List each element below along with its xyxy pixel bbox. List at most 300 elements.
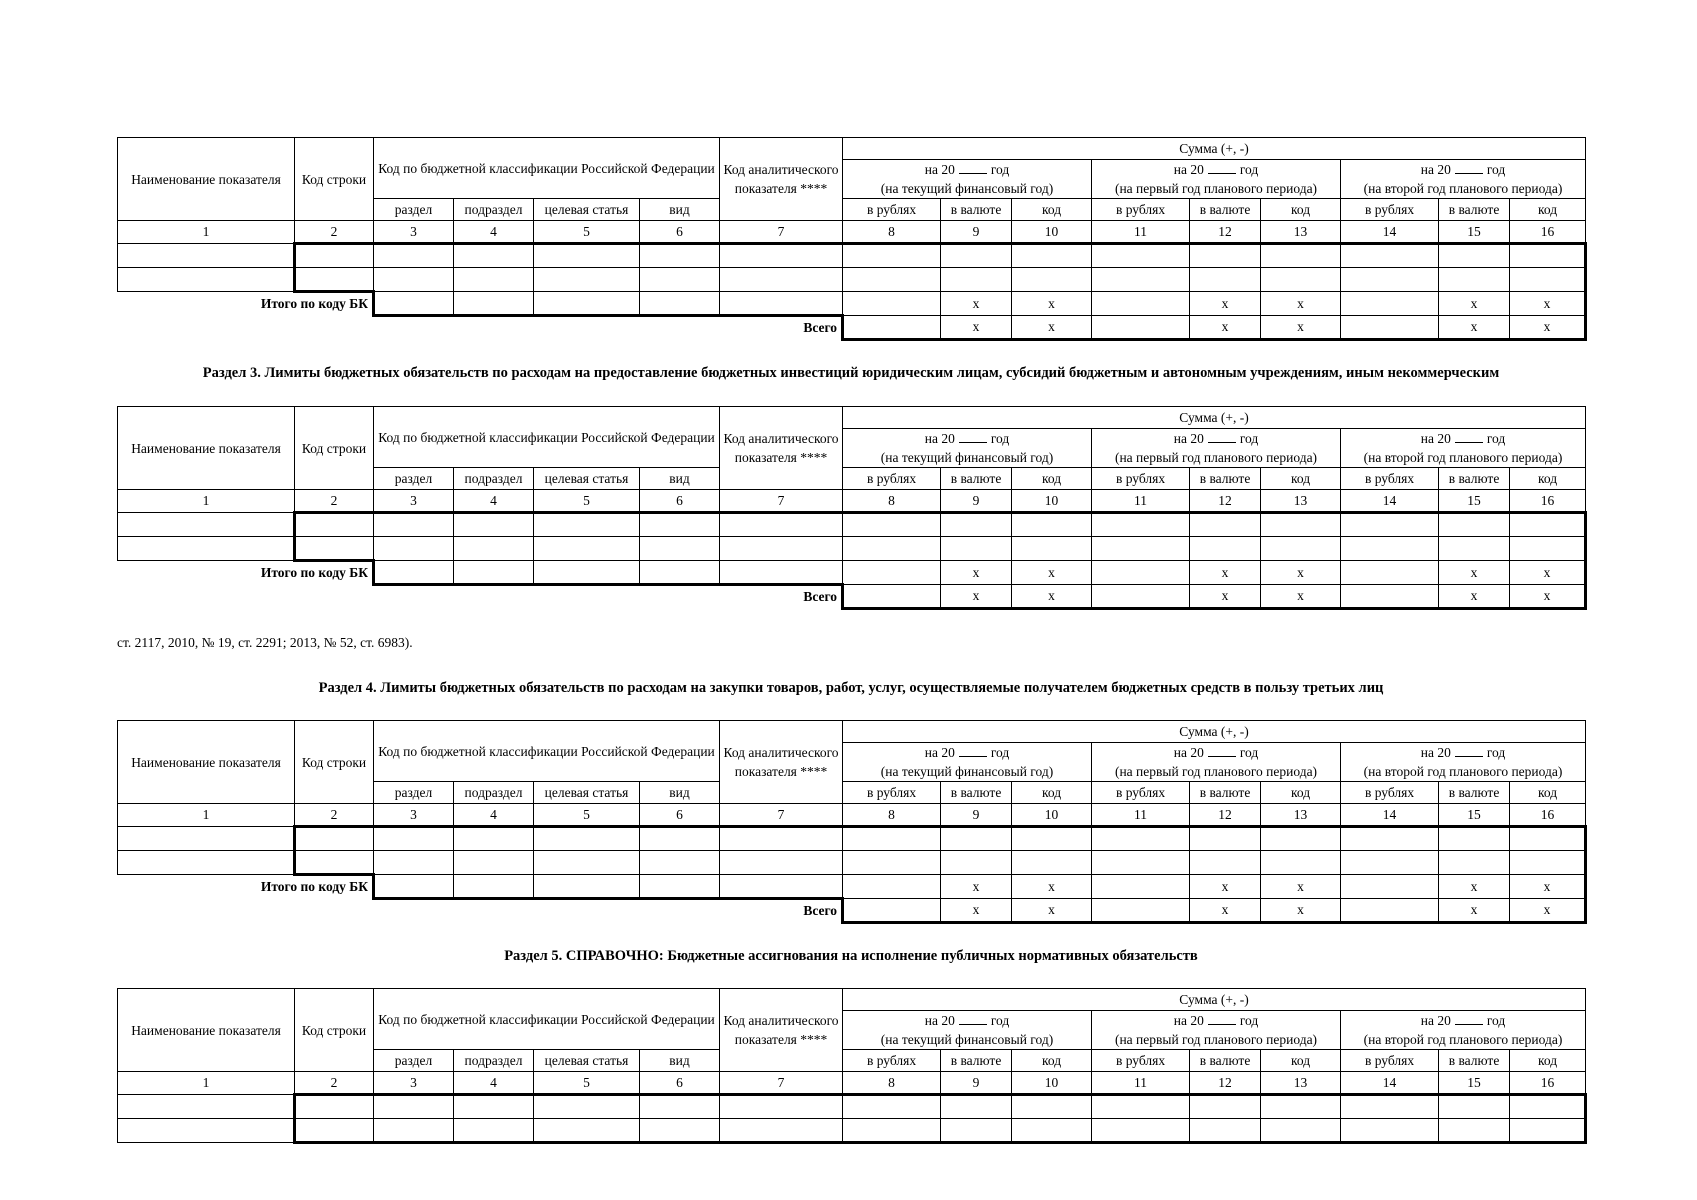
data-cell[interactable] [941, 513, 1012, 537]
data-cell [118, 1095, 295, 1119]
col-number: 12 [1190, 804, 1261, 827]
data-cell[interactable] [1261, 851, 1341, 875]
header-kod: код [1012, 782, 1092, 804]
data-cell[interactable] [843, 537, 941, 561]
header-rub: в рублях [843, 468, 941, 490]
x-mark: х [1439, 316, 1510, 340]
header-rub: в рублях [843, 199, 941, 221]
data-cell[interactable] [1092, 1119, 1190, 1143]
data-cell[interactable] [720, 513, 843, 537]
header-podrazdel: подраздел [454, 199, 534, 221]
col-number: 10 [1012, 490, 1092, 513]
data-cell[interactable] [1190, 827, 1261, 851]
data-cell[interactable] [843, 1119, 941, 1143]
data-cell[interactable] [374, 292, 454, 316]
data-cell [118, 244, 295, 268]
header-podrazdel: подраздел [454, 782, 534, 804]
data-cell[interactable] [1092, 561, 1190, 585]
data-cell[interactable] [454, 537, 534, 561]
header-period-3: на 20 год (на второй год планового периода) [1341, 1011, 1586, 1050]
data-cell[interactable] [720, 244, 843, 268]
data-cell[interactable] [1510, 1095, 1586, 1119]
data-cell[interactable] [720, 875, 843, 899]
data-cell[interactable] [640, 268, 720, 292]
data-cell[interactable] [1092, 244, 1190, 268]
data-cell[interactable] [1190, 1095, 1261, 1119]
header-rub: в рублях [1341, 468, 1439, 490]
x-mark: х [1190, 561, 1261, 585]
data-cell[interactable] [1012, 244, 1092, 268]
data-cell [118, 268, 295, 292]
header-celevaya: целевая статья [534, 468, 640, 490]
data-cell[interactable] [640, 292, 720, 316]
data-cell [118, 1119, 295, 1143]
data-cell[interactable] [374, 1119, 454, 1143]
col-number: 13 [1261, 804, 1341, 827]
data-cell[interactable] [295, 513, 374, 537]
data-cell[interactable] [720, 851, 843, 875]
data-cell[interactable] [534, 851, 640, 875]
data-cell[interactable] [843, 316, 941, 340]
col-number: 15 [1439, 221, 1510, 244]
data-cell[interactable] [1439, 268, 1510, 292]
data-cell[interactable] [1190, 268, 1261, 292]
data-cell[interactable] [1510, 1119, 1586, 1143]
data-cell[interactable] [1190, 244, 1261, 268]
data-cell[interactable] [1092, 899, 1190, 923]
data-cell[interactable] [1092, 585, 1190, 609]
data-cell[interactable] [1261, 1095, 1341, 1119]
vsego-label: Всего [803, 320, 838, 336]
data-cell[interactable] [295, 827, 374, 851]
itogo-label: Итого по коду БК [260, 565, 368, 581]
data-cell[interactable] [1261, 1119, 1341, 1143]
data-cell[interactable] [640, 1119, 720, 1143]
data-cell[interactable] [640, 875, 720, 899]
header-celevaya: целевая статья [534, 782, 640, 804]
header-razdel: раздел [374, 1050, 454, 1072]
col-number: 10 [1012, 804, 1092, 827]
data-cell[interactable] [534, 268, 640, 292]
header-val: в валюте [941, 199, 1012, 221]
data-cell[interactable] [843, 899, 941, 923]
header-kod: код [1261, 782, 1341, 804]
header-celevaya: целевая статья [534, 199, 640, 221]
x-mark: х [1190, 585, 1261, 609]
col-number: 5 [534, 490, 640, 513]
header-period-1: на 20 год (на текущий финансовый год) [843, 429, 1092, 468]
header-period-2: на 20 год (на первый год планового периода) [1092, 429, 1341, 468]
header-row-code: Код строки [295, 989, 374, 1072]
header-val: в валюте [941, 1050, 1012, 1072]
data-cell[interactable] [454, 851, 534, 875]
data-cell[interactable] [454, 513, 534, 537]
data-cell[interactable] [640, 513, 720, 537]
header-period-2: на 20 год (на первый год планового периода) [1092, 1011, 1341, 1050]
header-val: в валюте [1439, 1050, 1510, 1072]
header-rub: в рублях [1092, 782, 1190, 804]
data-cell[interactable] [1341, 244, 1439, 268]
vsego-label: Всего [803, 903, 838, 919]
header-sum: Сумма (+, -) [843, 721, 1586, 743]
data-cell[interactable] [1341, 1095, 1439, 1119]
data-cell[interactable] [454, 292, 534, 316]
data-cell[interactable] [640, 851, 720, 875]
header-analytic: Код аналитического показателя **** [720, 989, 843, 1072]
data-cell[interactable] [1092, 875, 1190, 899]
data-cell[interactable] [534, 827, 640, 851]
data-cell[interactable] [534, 513, 640, 537]
data-cell[interactable] [1510, 513, 1586, 537]
data-cell[interactable] [374, 244, 454, 268]
data-cell[interactable] [534, 292, 640, 316]
section-3-title: Раздел 3. Лимиты бюджетных обязательств по расходам на предоставление бюджетных инвестиций юридическим лицам, субсидий бюджетным и автономным учреждениям, иным некоммерческим [202, 365, 1500, 381]
x-mark: х [1510, 875, 1586, 899]
x-mark: х [1261, 292, 1341, 316]
data-cell[interactable] [843, 1095, 941, 1119]
header-row-code: Код строки [295, 721, 374, 804]
x-mark: х [1261, 316, 1341, 340]
header-kod: код [1012, 199, 1092, 221]
data-cell[interactable] [640, 561, 720, 585]
data-cell[interactable] [843, 851, 941, 875]
x-mark: х [941, 561, 1012, 585]
col-number: 15 [1439, 1072, 1510, 1095]
col-number: 11 [1092, 804, 1190, 827]
data-cell[interactable] [640, 244, 720, 268]
data-cell[interactable] [720, 292, 843, 316]
header-analytic: Код аналитического показателя **** [720, 721, 843, 804]
table-section-4 [117, 720, 1585, 924]
header-analytic: Код аналитического показателя **** [720, 407, 843, 490]
data-cell[interactable] [1190, 513, 1261, 537]
data-cell[interactable] [1341, 513, 1439, 537]
data-cell[interactable] [1341, 851, 1439, 875]
x-mark: х [1510, 292, 1586, 316]
data-cell[interactable] [1012, 851, 1092, 875]
header-razdel: раздел [374, 782, 454, 804]
itogo-label: Итого по коду БК [260, 296, 368, 312]
x-mark: х [1012, 561, 1092, 585]
col-number: 13 [1261, 221, 1341, 244]
col-number: 9 [941, 804, 1012, 827]
x-mark: х [1190, 292, 1261, 316]
data-cell[interactable] [374, 268, 454, 292]
data-cell[interactable] [1341, 875, 1439, 899]
col-number: 3 [374, 490, 454, 513]
col-number: 4 [454, 221, 534, 244]
x-mark: х [941, 292, 1012, 316]
x-mark: х [1012, 875, 1092, 899]
data-cell[interactable] [720, 268, 843, 292]
data-cell[interactable] [843, 875, 941, 899]
header-razdel: раздел [374, 199, 454, 221]
data-cell[interactable] [1510, 244, 1586, 268]
x-mark: х [1439, 585, 1510, 609]
data-cell[interactable] [1341, 585, 1439, 609]
data-cell [118, 827, 295, 851]
data-cell[interactable] [534, 1119, 640, 1143]
data-cell[interactable] [1510, 827, 1586, 851]
data-cell[interactable] [534, 875, 640, 899]
data-cell[interactable] [534, 1095, 640, 1119]
header-val: в валюте [1439, 468, 1510, 490]
x-mark: х [1439, 899, 1510, 923]
x-mark: х [1510, 561, 1586, 585]
col-number: 6 [640, 221, 720, 244]
data-cell[interactable] [1012, 513, 1092, 537]
data-cell[interactable] [295, 244, 374, 268]
header-name: Наименование показателя [118, 407, 295, 490]
col-number: 2 [295, 490, 374, 513]
data-cell[interactable] [843, 292, 941, 316]
x-mark: х [1190, 316, 1261, 340]
header-kod: код [1510, 1050, 1586, 1072]
data-cell[interactable] [843, 585, 941, 609]
table-section-5 [117, 988, 1585, 1144]
header-kod: код [1261, 1050, 1341, 1072]
data-cell[interactable] [534, 537, 640, 561]
data-cell[interactable] [1012, 537, 1092, 561]
data-cell[interactable] [454, 1119, 534, 1143]
data-cell[interactable] [720, 1095, 843, 1119]
header-sum: Сумма (+, -) [843, 138, 1586, 160]
col-number: 8 [843, 804, 941, 827]
header-name: Наименование показателя [118, 989, 295, 1072]
col-number: 16 [1510, 221, 1586, 244]
x-mark: х [1261, 561, 1341, 585]
data-cell[interactable] [941, 537, 1012, 561]
data-cell[interactable] [374, 561, 454, 585]
data-cell[interactable] [1092, 268, 1190, 292]
x-mark: х [1261, 899, 1341, 923]
data-cell[interactable] [454, 268, 534, 292]
data-cell[interactable] [1439, 851, 1510, 875]
itogo-label: Итого по коду БК [260, 879, 368, 895]
col-number: 1 [118, 804, 295, 827]
x-mark: х [1190, 875, 1261, 899]
data-cell[interactable] [1341, 1119, 1439, 1143]
data-cell[interactable] [843, 561, 941, 585]
header-bk: Код по бюджетной классификации Российской Федерации [374, 721, 720, 782]
x-mark: х [941, 585, 1012, 609]
data-cell[interactable] [1261, 268, 1341, 292]
x-mark: х [1439, 561, 1510, 585]
data-cell[interactable] [843, 827, 941, 851]
vsego-label: Всего [803, 589, 838, 605]
x-mark: х [1012, 292, 1092, 316]
header-row-code: Код строки [295, 138, 374, 221]
x-mark: х [1510, 899, 1586, 923]
header-rub: в рублях [843, 1050, 941, 1072]
header-rub: в рублях [1341, 782, 1439, 804]
data-cell[interactable] [1092, 316, 1190, 340]
data-cell[interactable] [1092, 851, 1190, 875]
data-cell[interactable] [720, 537, 843, 561]
data-cell[interactable] [534, 244, 640, 268]
data-cell[interactable] [295, 851, 374, 875]
col-number: 2 [295, 1072, 374, 1095]
col-number: 7 [720, 221, 843, 244]
data-cell[interactable] [1341, 827, 1439, 851]
data-cell[interactable] [720, 561, 843, 585]
table-section-2 [117, 137, 1585, 341]
header-analytic: Код аналитического показателя **** [720, 138, 843, 221]
data-cell[interactable] [640, 537, 720, 561]
data-cell[interactable] [1510, 537, 1586, 561]
col-number: 11 [1092, 1072, 1190, 1095]
col-number: 4 [454, 490, 534, 513]
data-cell[interactable] [1092, 292, 1190, 316]
data-cell[interactable] [843, 513, 941, 537]
col-number: 6 [640, 1072, 720, 1095]
header-rub: в рублях [1092, 1050, 1190, 1072]
col-number: 14 [1341, 490, 1439, 513]
col-number: 7 [720, 1072, 843, 1095]
data-cell[interactable] [720, 1119, 843, 1143]
col-number: 5 [534, 1072, 640, 1095]
data-cell[interactable] [1341, 292, 1439, 316]
data-cell[interactable] [1341, 561, 1439, 585]
data-cell[interactable] [1439, 827, 1510, 851]
col-number: 9 [941, 1072, 1012, 1095]
data-cell[interactable] [374, 827, 454, 851]
data-cell[interactable] [534, 561, 640, 585]
data-cell[interactable] [295, 1119, 374, 1143]
header-val: в валюте [941, 468, 1012, 490]
data-cell[interactable] [374, 875, 454, 899]
data-cell[interactable] [1012, 1119, 1092, 1143]
header-rub: в рублях [1341, 1050, 1439, 1072]
data-cell[interactable] [1341, 268, 1439, 292]
data-cell[interactable] [1012, 827, 1092, 851]
data-cell[interactable] [843, 268, 941, 292]
data-cell[interactable] [295, 1095, 374, 1119]
col-number: 3 [374, 221, 454, 244]
data-cell[interactable] [1341, 899, 1439, 923]
data-cell[interactable] [454, 244, 534, 268]
data-cell[interactable] [941, 268, 1012, 292]
header-vid: вид [640, 199, 720, 221]
col-number: 15 [1439, 490, 1510, 513]
col-number: 15 [1439, 804, 1510, 827]
data-cell[interactable] [1261, 537, 1341, 561]
data-cell[interactable] [374, 537, 454, 561]
data-cell[interactable] [720, 827, 843, 851]
header-rub: в рублях [1092, 199, 1190, 221]
data-cell[interactable] [941, 1119, 1012, 1143]
header-period-3: на 20 год (на второй год планового периода) [1341, 429, 1586, 468]
header-podrazdel: подраздел [454, 468, 534, 490]
data-cell[interactable] [1092, 513, 1190, 537]
data-cell[interactable] [1439, 513, 1510, 537]
data-cell[interactable] [1439, 244, 1510, 268]
data-cell[interactable] [1261, 827, 1341, 851]
x-mark: х [1439, 875, 1510, 899]
col-number: 16 [1510, 804, 1586, 827]
footnote-text: ст. 2117, 2010, № 19, ст. 2291; 2013, № 52, ст. 6983). [117, 635, 413, 650]
x-mark: х [1012, 585, 1092, 609]
data-cell[interactable] [1092, 827, 1190, 851]
data-cell[interactable] [941, 244, 1012, 268]
data-cell[interactable] [1092, 537, 1190, 561]
header-period-3: на 20 год (на второй год планового периода) [1341, 743, 1586, 782]
data-cell[interactable] [1190, 537, 1261, 561]
x-mark: х [1510, 316, 1586, 340]
data-cell[interactable] [1012, 268, 1092, 292]
header-val: в валюте [1190, 468, 1261, 490]
col-number: 9 [941, 221, 1012, 244]
header-sum: Сумма (+, -) [843, 407, 1586, 429]
data-cell[interactable] [1439, 1095, 1510, 1119]
data-cell[interactable] [374, 1095, 454, 1119]
data-cell[interactable] [941, 827, 1012, 851]
col-number: 14 [1341, 221, 1439, 244]
header-name: Наименование показателя [118, 721, 295, 804]
header-period-2: на 20 год (на первый год планового периода) [1092, 160, 1341, 199]
data-cell[interactable] [454, 875, 534, 899]
col-number: 8 [843, 490, 941, 513]
header-period-1: на 20 год (на текущий финансовый год) [843, 1011, 1092, 1050]
header-vid: вид [640, 782, 720, 804]
data-cell[interactable] [454, 1095, 534, 1119]
col-number: 7 [720, 490, 843, 513]
data-cell[interactable] [295, 268, 374, 292]
data-cell[interactable] [1190, 851, 1261, 875]
data-cell[interactable] [1341, 537, 1439, 561]
data-cell[interactable] [1510, 851, 1586, 875]
header-sum: Сумма (+, -) [843, 989, 1586, 1011]
col-number: 16 [1510, 490, 1586, 513]
x-mark: х [1012, 899, 1092, 923]
header-bk: Код по бюджетной классификации Российской Федерации [374, 138, 720, 199]
section-4-title: Раздел 4. Лимиты бюджетных обязательств по расходам на закупки товаров, работ, услуг, осуществляемые получателем бюджетных средств в пользу третьих лиц [318, 680, 1384, 696]
col-number: 13 [1261, 1072, 1341, 1095]
col-number: 3 [374, 1072, 454, 1095]
data-cell[interactable] [374, 513, 454, 537]
data-cell[interactable] [1439, 537, 1510, 561]
col-number: 7 [720, 804, 843, 827]
section-5-title: Раздел 5. СПРАВОЧНО: Бюджетные ассигнования на исполнение публичных нормативных обязательств [504, 948, 1198, 964]
data-cell[interactable] [1439, 1119, 1510, 1143]
data-cell[interactable] [295, 537, 374, 561]
data-cell[interactable] [640, 1095, 720, 1119]
data-cell[interactable] [640, 827, 720, 851]
data-cell[interactable] [1341, 316, 1439, 340]
data-cell[interactable] [1012, 1095, 1092, 1119]
header-period-1: на 20 год (на текущий финансовый год) [843, 743, 1092, 782]
col-number: 11 [1092, 490, 1190, 513]
data-cell[interactable] [454, 561, 534, 585]
data-cell[interactable] [1261, 244, 1341, 268]
data-cell[interactable] [1510, 268, 1586, 292]
data-cell[interactable] [843, 244, 941, 268]
data-cell[interactable] [1092, 1095, 1190, 1119]
header-period-2: на 20 год (на первый год планового периода) [1092, 743, 1341, 782]
header-val: в валюте [941, 782, 1012, 804]
data-cell[interactable] [941, 851, 1012, 875]
data-cell[interactable] [941, 1095, 1012, 1119]
header-val: в валюте [1190, 1050, 1261, 1072]
data-cell[interactable] [454, 827, 534, 851]
col-number: 14 [1341, 804, 1439, 827]
data-cell[interactable] [1261, 513, 1341, 537]
header-val: в валюте [1190, 782, 1261, 804]
data-cell[interactable] [374, 851, 454, 875]
col-number: 10 [1012, 1072, 1092, 1095]
col-number: 16 [1510, 1072, 1586, 1095]
data-cell[interactable] [1190, 1119, 1261, 1143]
